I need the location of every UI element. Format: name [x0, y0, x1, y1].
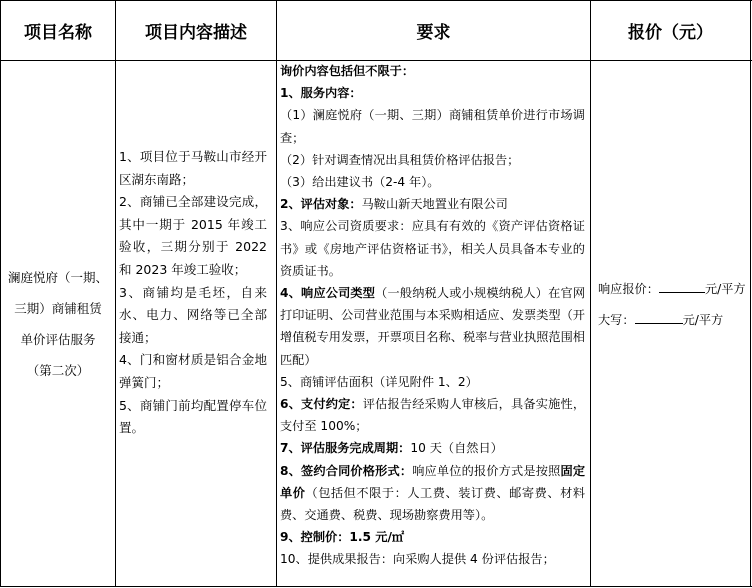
requirement-text: （一般纳税人或小规模纳税人）在官网打印证明、公司营业范围与本采购相适应、发票类型（开增值税专用发票，开票项目名称、税率与营业执照范围相匹配） — [280, 286, 586, 367]
project-name-line: 三期）商铺租赁 — [14, 300, 102, 316]
header-quote: 报价（元） — [628, 23, 713, 43]
requirement-label: 6、支付约定： — [280, 397, 363, 412]
requirement-service-item-3: （3）给出建议书（2-4 年）。 — [280, 175, 440, 190]
response-price-unit: 元/平方 — [704, 282, 746, 296]
price-cell — [598, 274, 748, 336]
requirement-company-type — [280, 282, 585, 371]
description-item: 5、商铺门前均配置停车位置。 — [119, 397, 267, 436]
header-requirements: 要求 — [416, 23, 451, 43]
column-divider-1 — [115, 0, 116, 587]
requirements-cell — [279, 60, 586, 571]
upper-price-blank[interactable] — [635, 309, 683, 324]
description-item: 3、商铺均是毛坯，自来水、电力、网络等已全部接通； — [119, 284, 267, 345]
table-border-bottom — [0, 586, 752, 587]
requirement-completion-period — [280, 437, 585, 459]
requirement-label: 4、响应公司类型 — [280, 286, 376, 301]
requirement-qualification: 3、响应公司资质要求：应具有有效的《资产评估资格证书》或《房地产评估资格证书》，相关人员具备本专业的资质证书。 — [280, 219, 585, 278]
requirement-label: 2、评估对象： — [280, 197, 362, 212]
column-divider-3 — [590, 0, 591, 587]
requirement-deliverable: 10、提供成果报告：向采购人提供 4 份评估报告； — [280, 552, 555, 567]
requirement-label: 9、控制价： — [280, 530, 350, 545]
requirement-service-content: 1、服务内容： — [280, 86, 362, 101]
project-description-cell — [117, 146, 269, 440]
upper-price-label: 大写： — [598, 313, 635, 327]
project-name-line: 澜庭悦府（一期、 — [7, 269, 108, 285]
header-project-name: 项目名称 — [24, 23, 92, 43]
table-border-right — [750, 0, 751, 587]
project-name-line: 单价评估服务 — [20, 331, 96, 347]
description-item: 4、门和窗材质是铝合金地弹簧门； — [119, 352, 267, 390]
requirement-text: 响应单位的报价方式是按照 — [412, 463, 561, 478]
response-price-label: 响应报价： — [598, 282, 659, 296]
requirement-text: 马鞍山新天地置业有限公司 — [361, 197, 508, 212]
description-item: 2、商铺已全部建设完成，其中一期于 2015 年竣工验收，三期分别于 2022 和 2023 年竣工验收； — [119, 194, 267, 277]
requirement-text: 评估报告经采购人审核后，具备实施性，支付至 100%； — [280, 397, 586, 434]
requirement-text: 10 天（自然日） — [410, 441, 503, 456]
requirement-area: 5、商铺评估面积（详见附件 1、2） — [280, 374, 478, 389]
response-price-blank[interactable] — [659, 278, 705, 293]
requirement-contract-price-form — [280, 460, 585, 527]
project-name-cell — [1, 61, 115, 586]
requirement-evaluation-target — [280, 193, 585, 215]
header-project-description: 项目内容描述 — [145, 23, 247, 43]
requirements-intro: 询价内容包括但不限于： — [280, 64, 415, 78]
response-price-line — [598, 274, 748, 305]
requirement-payment — [280, 393, 585, 437]
requirement-label: 7、评估服务完成周期： — [280, 441, 411, 456]
column-divider-2 — [276, 0, 277, 587]
requirement-label: 8、签约合同价格形式： — [280, 463, 413, 478]
upper-price-unit: 元/平方 — [682, 313, 724, 327]
description-item: 1、项目位于马鞍山市经开区湖东南路； — [119, 149, 267, 187]
requirement-service-item-1: （1）澜庭悦府（一期、三期）商铺租赁单价进行市场调查； — [280, 108, 585, 145]
upper-price-line — [598, 305, 748, 336]
requirement-control-price — [280, 526, 585, 548]
requirement-service-item-2: （2）针对调查情况出具租赁价格评估报告； — [280, 152, 520, 167]
control-price-value: 1.5 元/㎡ — [349, 530, 405, 545]
requirement-text: （包括但不限于：人工费、装订费、邮寄费、材料费、交通费、税费、现场勘察费用等）。 — [280, 485, 586, 523]
project-name-line: （第二次） — [26, 362, 90, 378]
requirement-label: 固定单价 — [280, 463, 586, 500]
